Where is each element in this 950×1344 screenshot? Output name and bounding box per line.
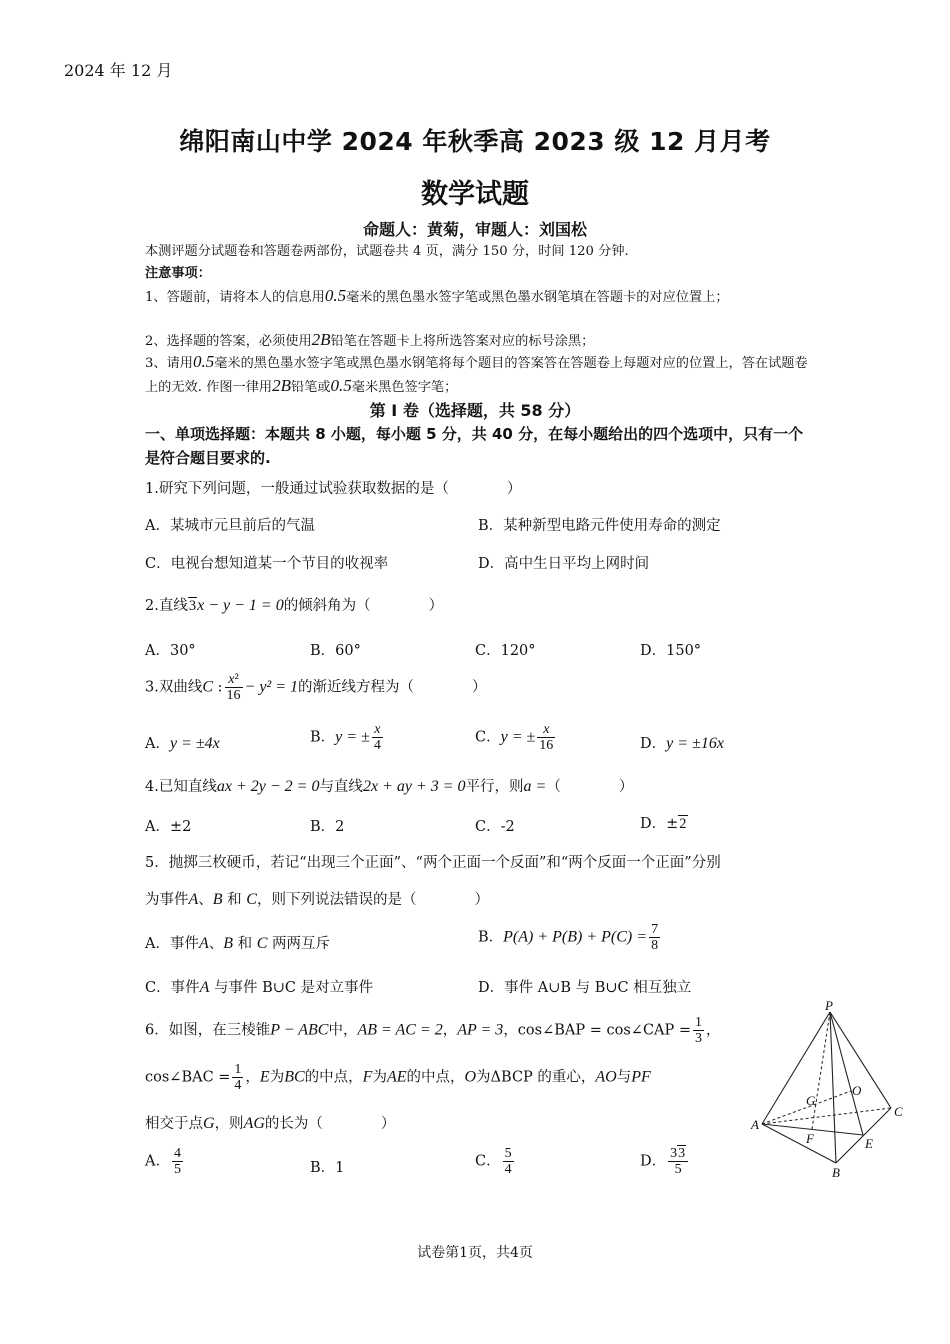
q2-option-a: A．30° [145,643,196,659]
edge-ab [762,1124,836,1163]
q6-option-b: B．1 [310,1160,345,1176]
q6-option-a: A． $\frac{4}{5}$ [145,1146,181,1177]
q6-option-c: C． $\frac{5}{4}$ [475,1146,512,1177]
label-o: O [852,1083,862,1098]
q3-option-c: C．y = ± $\frac{x}{16}$ [475,722,554,753]
page-footer: 试卷第1页，共4页 [417,1245,533,1261]
edge-bc [836,1108,891,1163]
part-heading: 第 I 卷（选择题，共 58 分） [369,401,581,420]
note-3: 3、请用0.5毫米的黑色墨水签字笔或黑色墨水钢笔将每个题目的答案答在答题卷上每题对应的位置上，答在试题卷上的无效. 作图一律用2B铅笔或0.5毫米黑色签字笔； [145,352,808,395]
label-c: C [894,1104,903,1119]
q2-option-b: B．60° [310,643,361,659]
q4-stem: 4.已知直线ax + 2y − 2 = 0与直线2x + ay + 3 = 0平行，则a =（ ） [145,778,634,795]
note-1: 1、答题前，请将本人的信息用0.5毫米的黑色墨水签字笔或黑色墨水钢笔填在答题卡的对应位置上； [145,286,729,305]
intro-text: 本测评题分试题卷和答题卷两部份，试题卷共 4 页，满分 150 分，时间 120 分钟. [145,244,629,259]
q1-option-a: A．某城市元旦前后的气温 [145,518,315,534]
q2-option-d: D．150° [640,643,702,659]
label-p: P [825,998,833,1013]
q2-stem: 2.直线3x − y − 1 = 0的倾斜角为（ ） [145,597,444,614]
section-heading: 一、单项选择题：本题共 8 小题，每小题 5 分，共 40 分，在每小题给出的四个选项中，只有一个是符合题目要求的. [145,425,804,467]
exam-title: 绵阳南山中学 2024 年秋季高 2023 级 12 月月考 [179,127,771,156]
q4-option-a: A．±2 [145,819,192,835]
q5-line2: 为事件A、B 和 C，则下列说法错误的是（ ） [145,891,489,908]
q6-line1: 6．如图，在三棱锥P − ABC中，AB = AC = 2，AP = 3，cos∠BAP = cos∠CAP = $\frac{1}{3}$ ， [145,1015,721,1046]
q5-option-d: D．事件 A∪B 与 B∪C 相互独立 [478,980,692,996]
q6-line3: 相交于点G，则AG的长为（ ） [145,1115,396,1132]
q4-option-b: B．2 [310,819,345,835]
q6-line2: cos∠BAC = $\frac{1}{4}$ ，E为BC的中点，F为AE的中点，O为ΔBCP 的重心，AO与PF [145,1062,651,1093]
label-f: F [806,1131,814,1146]
edge-ac-hidden [762,1108,891,1124]
line-pf-hidden [812,1012,830,1129]
label-g: G [806,1093,816,1108]
tetrahedron-figure [748,998,918,1183]
q1-stem: 1.研究下列问题，一般通过试验获取数据的是（ ） [145,481,522,497]
notes-heading: 注意事项： [145,266,211,281]
line-pe [830,1012,863,1135]
edge-pb [830,1012,836,1163]
exam-date: 2024 年 12 月 [64,61,173,80]
q3-option-d: D．y = ±16x [640,735,724,752]
q6-option-d: D． $\frac{33}{5}$ [640,1146,690,1177]
q5-option-a: A．事件A、B 和 C 两两互斥 [145,935,331,952]
q4-option-d: D．±2 [640,816,687,832]
q3-option-a: A．y = ±4x [145,735,220,752]
q1-option-c: C．电视台想知道某一个节目的收视率 [145,556,389,572]
label-b: B [832,1165,840,1180]
q2-option-c: C．120° [475,643,536,659]
exam-subtitle: 数学试题 [421,179,529,210]
q5-line1: 5．抛掷三枚硬币，若记“出现三个正面”、“两个正面一个反面”和“两个反面一个正面”分别 [145,855,721,871]
label-e: E [865,1136,873,1151]
q5-option-c: C．事件A 与事件 B∪C 是对立事件 [145,979,374,996]
q4-option-c: C．-2 [475,819,515,835]
edge-pa [762,1012,830,1124]
q1-option-d: D．高中生日平均上网时间 [478,556,650,572]
q3-option-b: B．y = ± $\frac{x}{4}$ [310,722,381,753]
label-a: A [751,1117,759,1132]
q3-stem: 3.双曲线C : $\frac{\text{x²}}{16}$ − y² = 1的渐近线方程为（ ） [145,672,487,703]
q1-option-b: B．某种新型电路元件使用寿命的测定 [478,518,721,534]
note-2: 2、选择题的答案，必须使用2B铅笔在答题卡上将所选答案对应的标号涂黑； [145,330,595,349]
exam-authors: 命题人：黄菊，审题人：刘国松 [362,220,587,239]
q5-option-b: B．P(A) + P(B) + P(C) = $\frac{7}{8}$ [478,922,659,953]
